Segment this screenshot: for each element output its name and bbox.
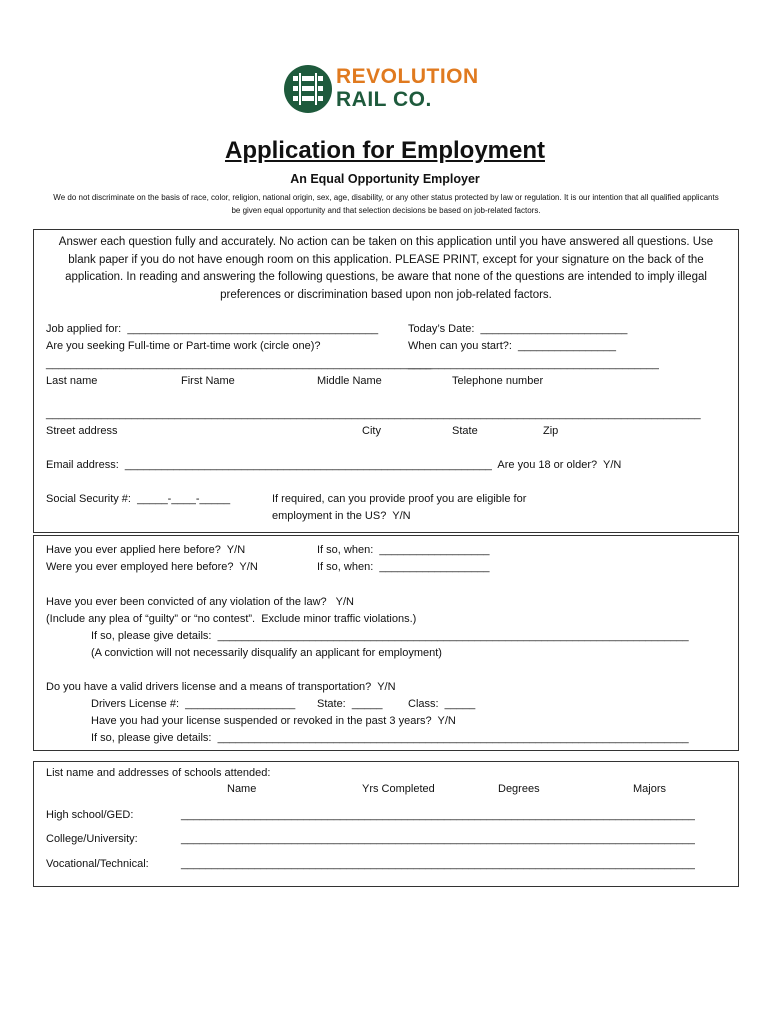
disclaimer: We do not discriminate on the basis of race, color, religion, national origin, sex, age, disability, or any other status protected by law or regulation. It is our intention that all qualified applicants be given equal opportunity and that selection decisions be based on job-related factors. [53,193,719,215]
applied-before-question: Have you ever applied here before? Y/N [46,544,246,556]
when-start-field[interactable]: When can you start?: ________________ [408,340,616,352]
middle-name-label: Middle Name [317,375,382,387]
col-degrees-header: Degrees [498,783,540,795]
last-name-label: Last name [46,375,98,387]
proof-question-line2: employment in the US? Y/N [272,510,411,522]
college-line[interactable]: ____________________________________________________________________________________ [181,833,695,845]
conviction-disclaimer: (A conviction will not necessarily disqualify an applicant for employment) [91,647,442,659]
address-blank-line[interactable]: ___________________________________________________________________________________________________________ [46,408,701,420]
first-name-label: First Name [181,375,235,387]
job-applied-field[interactable]: Job applied for: _________________________________________ [46,323,379,335]
applied-when-field[interactable]: If so, when: __________________ [317,544,490,556]
logo-line1: REVOLUTION [336,65,479,88]
license-question: Do you have a valid drivers license and a means of transportation? Y/N [46,681,396,693]
plea-note: (Include any plea of “guilty” or “no contest”. Exclude minor traffic violations.) [46,613,417,625]
fulltime-question: Are you seeking Full-time or Part-time work (circle one)? [46,340,321,352]
logo-line2: RAIL CO. [336,88,432,111]
state-label: State [452,425,478,437]
suspended-question: Have you had your license suspended or revoked in the past 3 years? Y/N [91,715,456,727]
employed-when-field[interactable]: If so, when: __________________ [317,561,490,573]
page-subtitle: An Equal Opportunity Employer [290,172,480,186]
col-majors-header: Majors [633,783,667,795]
telephone-label: Telephone number [452,375,544,387]
zip-label: Zip [543,425,559,437]
high-school-line[interactable]: ____________________________________________________________________________________ [181,809,695,821]
employed-before-question: Were you ever employed here before? Y/N [46,561,258,573]
college-label: College/University: [46,833,138,845]
todays-date-field[interactable]: Today’s Date: ________________________ [408,323,628,335]
license-number-field[interactable]: Drivers License #: __________________ [91,698,296,710]
page-title: Application for Employment [224,137,545,164]
proof-question-line1: If required, can you provide proof you are eligible for [272,493,527,505]
street-label: Street address [46,425,118,437]
telephone-blank-line[interactable]: _________________________________________ [408,358,659,370]
convicted-question: Have you ever been convicted of any violation of the law? Y/N [46,596,354,608]
conviction-details-field[interactable]: If so, please give details: _____________________________________________________________________________ [91,630,689,642]
ssn-field[interactable]: Social Security #: _____-____-_____ [46,493,231,505]
license-class-field[interactable]: Class: _____ [408,698,476,710]
col-name-header: Name [227,783,257,795]
high-school-label: High school/GED: [46,809,134,821]
license-state-field[interactable]: State: _____ [317,698,383,710]
instructions: Answer each question fully and accurately. No action can be taken on this application until you have answered all questions. Use blank paper if you do not have enough room on this application. PLEASE PRINT, except for your signature on the back of the application. In reading and answering the following questions, be aware that none of the questions are intended to imply illegal preferences or discrimination based upon non job-related factors. [58,236,714,301]
vocational-label: Vocational/Technical: [46,858,149,870]
name-blank-line[interactable]: _______________________________________________________________ [46,358,432,370]
city-label: City [362,425,381,437]
vocational-line[interactable]: ____________________________________________________________________________________ [181,858,695,870]
suspension-details-field[interactable]: If so, please give details: _____________________________________________________________________________ [91,732,689,744]
schools-heading: List name and addresses of schools attended: [46,767,271,779]
company-logo-icon [283,64,333,114]
email-field[interactable]: Email address: ____________________________________________________________ Are you 18 or older? Y/N [46,459,622,471]
col-yrs-header: Yrs Completed [362,783,435,795]
